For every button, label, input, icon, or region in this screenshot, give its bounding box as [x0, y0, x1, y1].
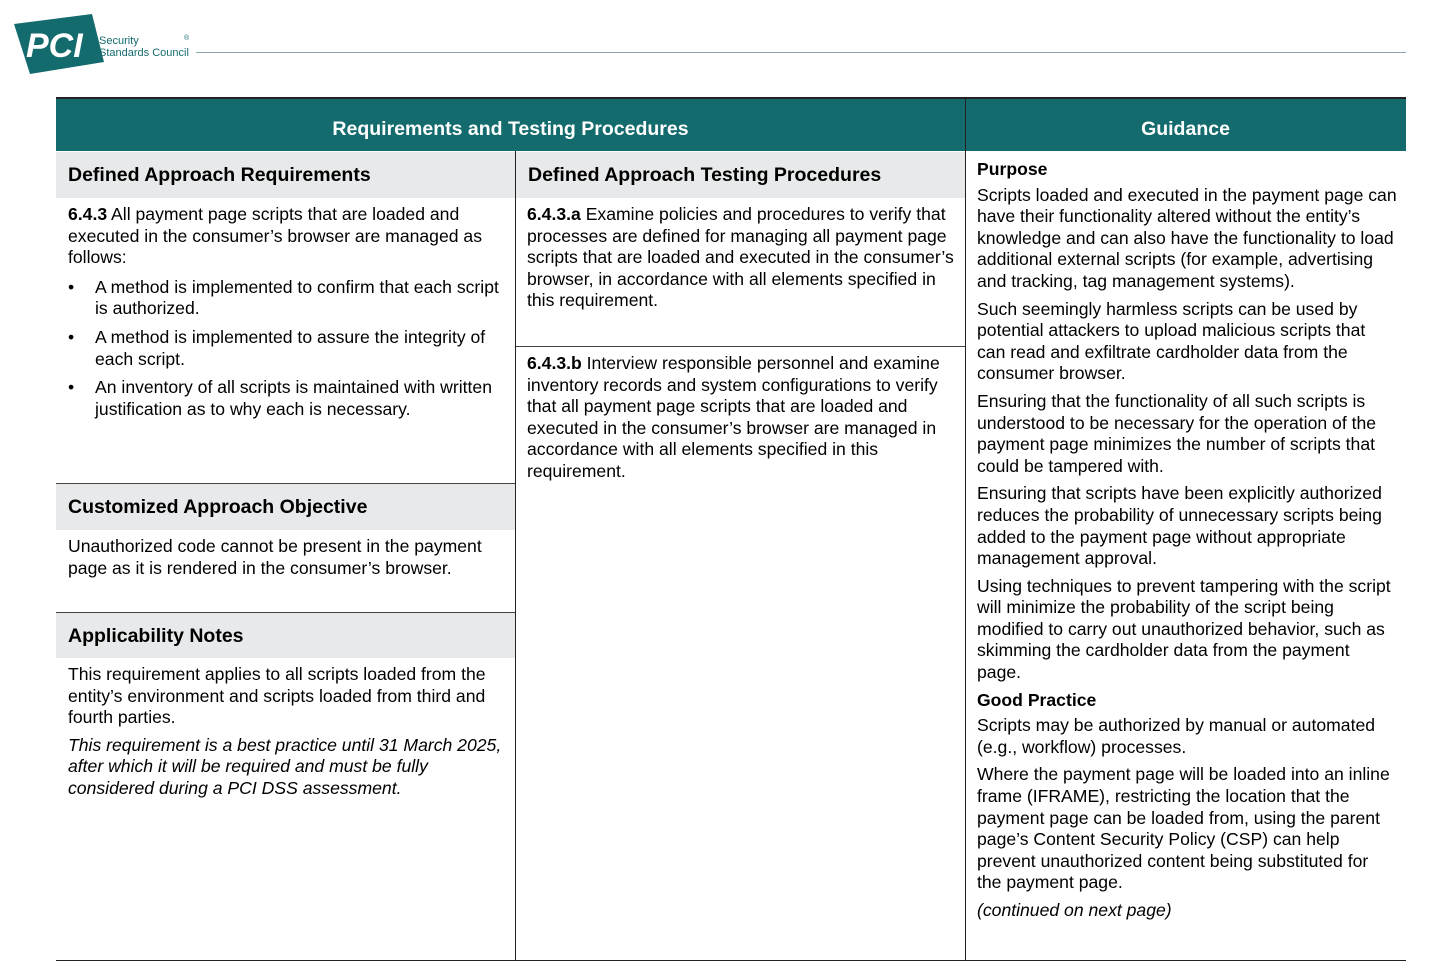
continued-note: (continued on next page) — [977, 900, 1172, 920]
list-item: • A method is implemented to confirm that each script is authorized. — [68, 277, 508, 320]
purpose-paragraph: Such seemingly harmless scripts can be used by potential attackers to upload malicious scripts that can read and exfiltrate cardholder data from the consumer browser. — [977, 298, 1366, 384]
row-rule — [516, 346, 965, 347]
list-item: • An inventory of all scripts is maintained with written justification as to why each is necessary. — [68, 377, 508, 420]
notes-text: This requirement applies to all scripts loaded from the entity’s environment and scripts loaded from third and fourth parties. — [68, 664, 486, 728]
notes-italic: This requirement is a best practice until 31 March 2025, after which it will be required and must be fully considered during a PCI DSS assessment. — [68, 734, 502, 798]
pci-logo — [12, 14, 202, 76]
requirement-id: 6.4.3 — [68, 204, 108, 224]
testing-procedure-6-4-3-b: 6.4.3.b Interview responsible personnel and examine inventory records and system configurations to verify that all payment page scripts that are loaded and executed in the consumer’s browser are managed in accordance with all elements specified in this requirement. — [527, 353, 940, 481]
table-header-band — [56, 97, 1406, 151]
customized-approach-objective-heading: Customized Approach Objective — [56, 484, 515, 530]
purpose-paragraph: Ensuring that scripts have been explicitly authorized reduces the probability of unnecessary scripts being added to the payment page without appropriate management approval. — [977, 483, 1382, 569]
council-line-1: Security — [99, 35, 139, 47]
good-practice-heading: Good Practice — [977, 689, 1097, 710]
requirement-6-4-3 — [68, 204, 508, 427]
requirements-table — [56, 97, 1406, 961]
header-rule — [196, 52, 1406, 53]
guidance-header: Guidance — [1141, 118, 1230, 140]
objective-text: Unauthorized code cannot be present in the payment page as it is rendered in the consumer’s browser. — [68, 536, 482, 578]
test-a-id: 6.4.3.a — [527, 204, 581, 224]
requirements-testing-header: Requirements and Testing Procedures — [332, 118, 689, 140]
test-b-id: 6.4.3.b — [527, 353, 582, 373]
good-practice-paragraph: Where the payment page will be loaded into an inline frame (IFRAME), restricting the location that the payment page can be loaded from, using the parent page’s Content Security Policy (CSP) can help prevent unauthorized content being substituted for the payment page. — [977, 764, 1390, 893]
good-practice-paragraph: Scripts may be authorized by manual or automated (e.g., workflow) processes. — [977, 715, 1376, 757]
applicability-notes-heading: Applicability Notes — [56, 613, 515, 658]
requirement-intro: 6.4.3 All payment page scripts that are loaded and executed in the consumer’s browser are managed as follows: — [68, 204, 483, 268]
purpose-paragraph: Ensuring that the functionality of all such scripts is understood to be necessary for the operation of the payment page minimizes the number of scripts that could be tampered with. — [977, 390, 1377, 476]
requirement-bullets — [68, 277, 508, 421]
list-item: • A method is implemented to assure the integrity of each script. — [68, 327, 508, 370]
page-header — [0, 0, 1440, 90]
purpose-paragraph: Scripts loaded and executed in the payment page can have their functionality altered without the entity’s knowledge and can also have the functionality to load additional external scripts (for example, advertising and tracking, tag management systems). — [977, 184, 1397, 291]
defined-approach-requirements-heading: Defined Approach Requirements — [56, 152, 515, 198]
guidance-column — [977, 159, 1397, 928]
purpose-heading: Purpose — [977, 159, 1048, 179]
divider-col1-col2 — [515, 151, 516, 961]
testing-procedure-6-4-3-a: 6.4.3.a Examine policies and procedures to verify that processes are defined for managing all payment page scripts that are loaded and executed in the consumer’s browser, in accordance with all elements specified in this requirement. — [527, 204, 954, 311]
purpose-paragraph: Using techniques to prevent tampering with the script will minimize the probability of the script being modified to carry out unauthorized behavior, such as skimming the cardholder data from the payment page. — [977, 575, 1391, 683]
applicability-notes — [68, 664, 508, 800]
table-bottom-rule — [56, 960, 1406, 961]
defined-approach-testing-heading: Defined Approach Testing Procedures — [516, 152, 965, 198]
logo-text: PCI — [26, 27, 83, 65]
council-line-2: Standards Council — [99, 47, 189, 59]
registered-mark: ® — [184, 35, 190, 42]
divider-col2-col3 — [965, 97, 966, 961]
